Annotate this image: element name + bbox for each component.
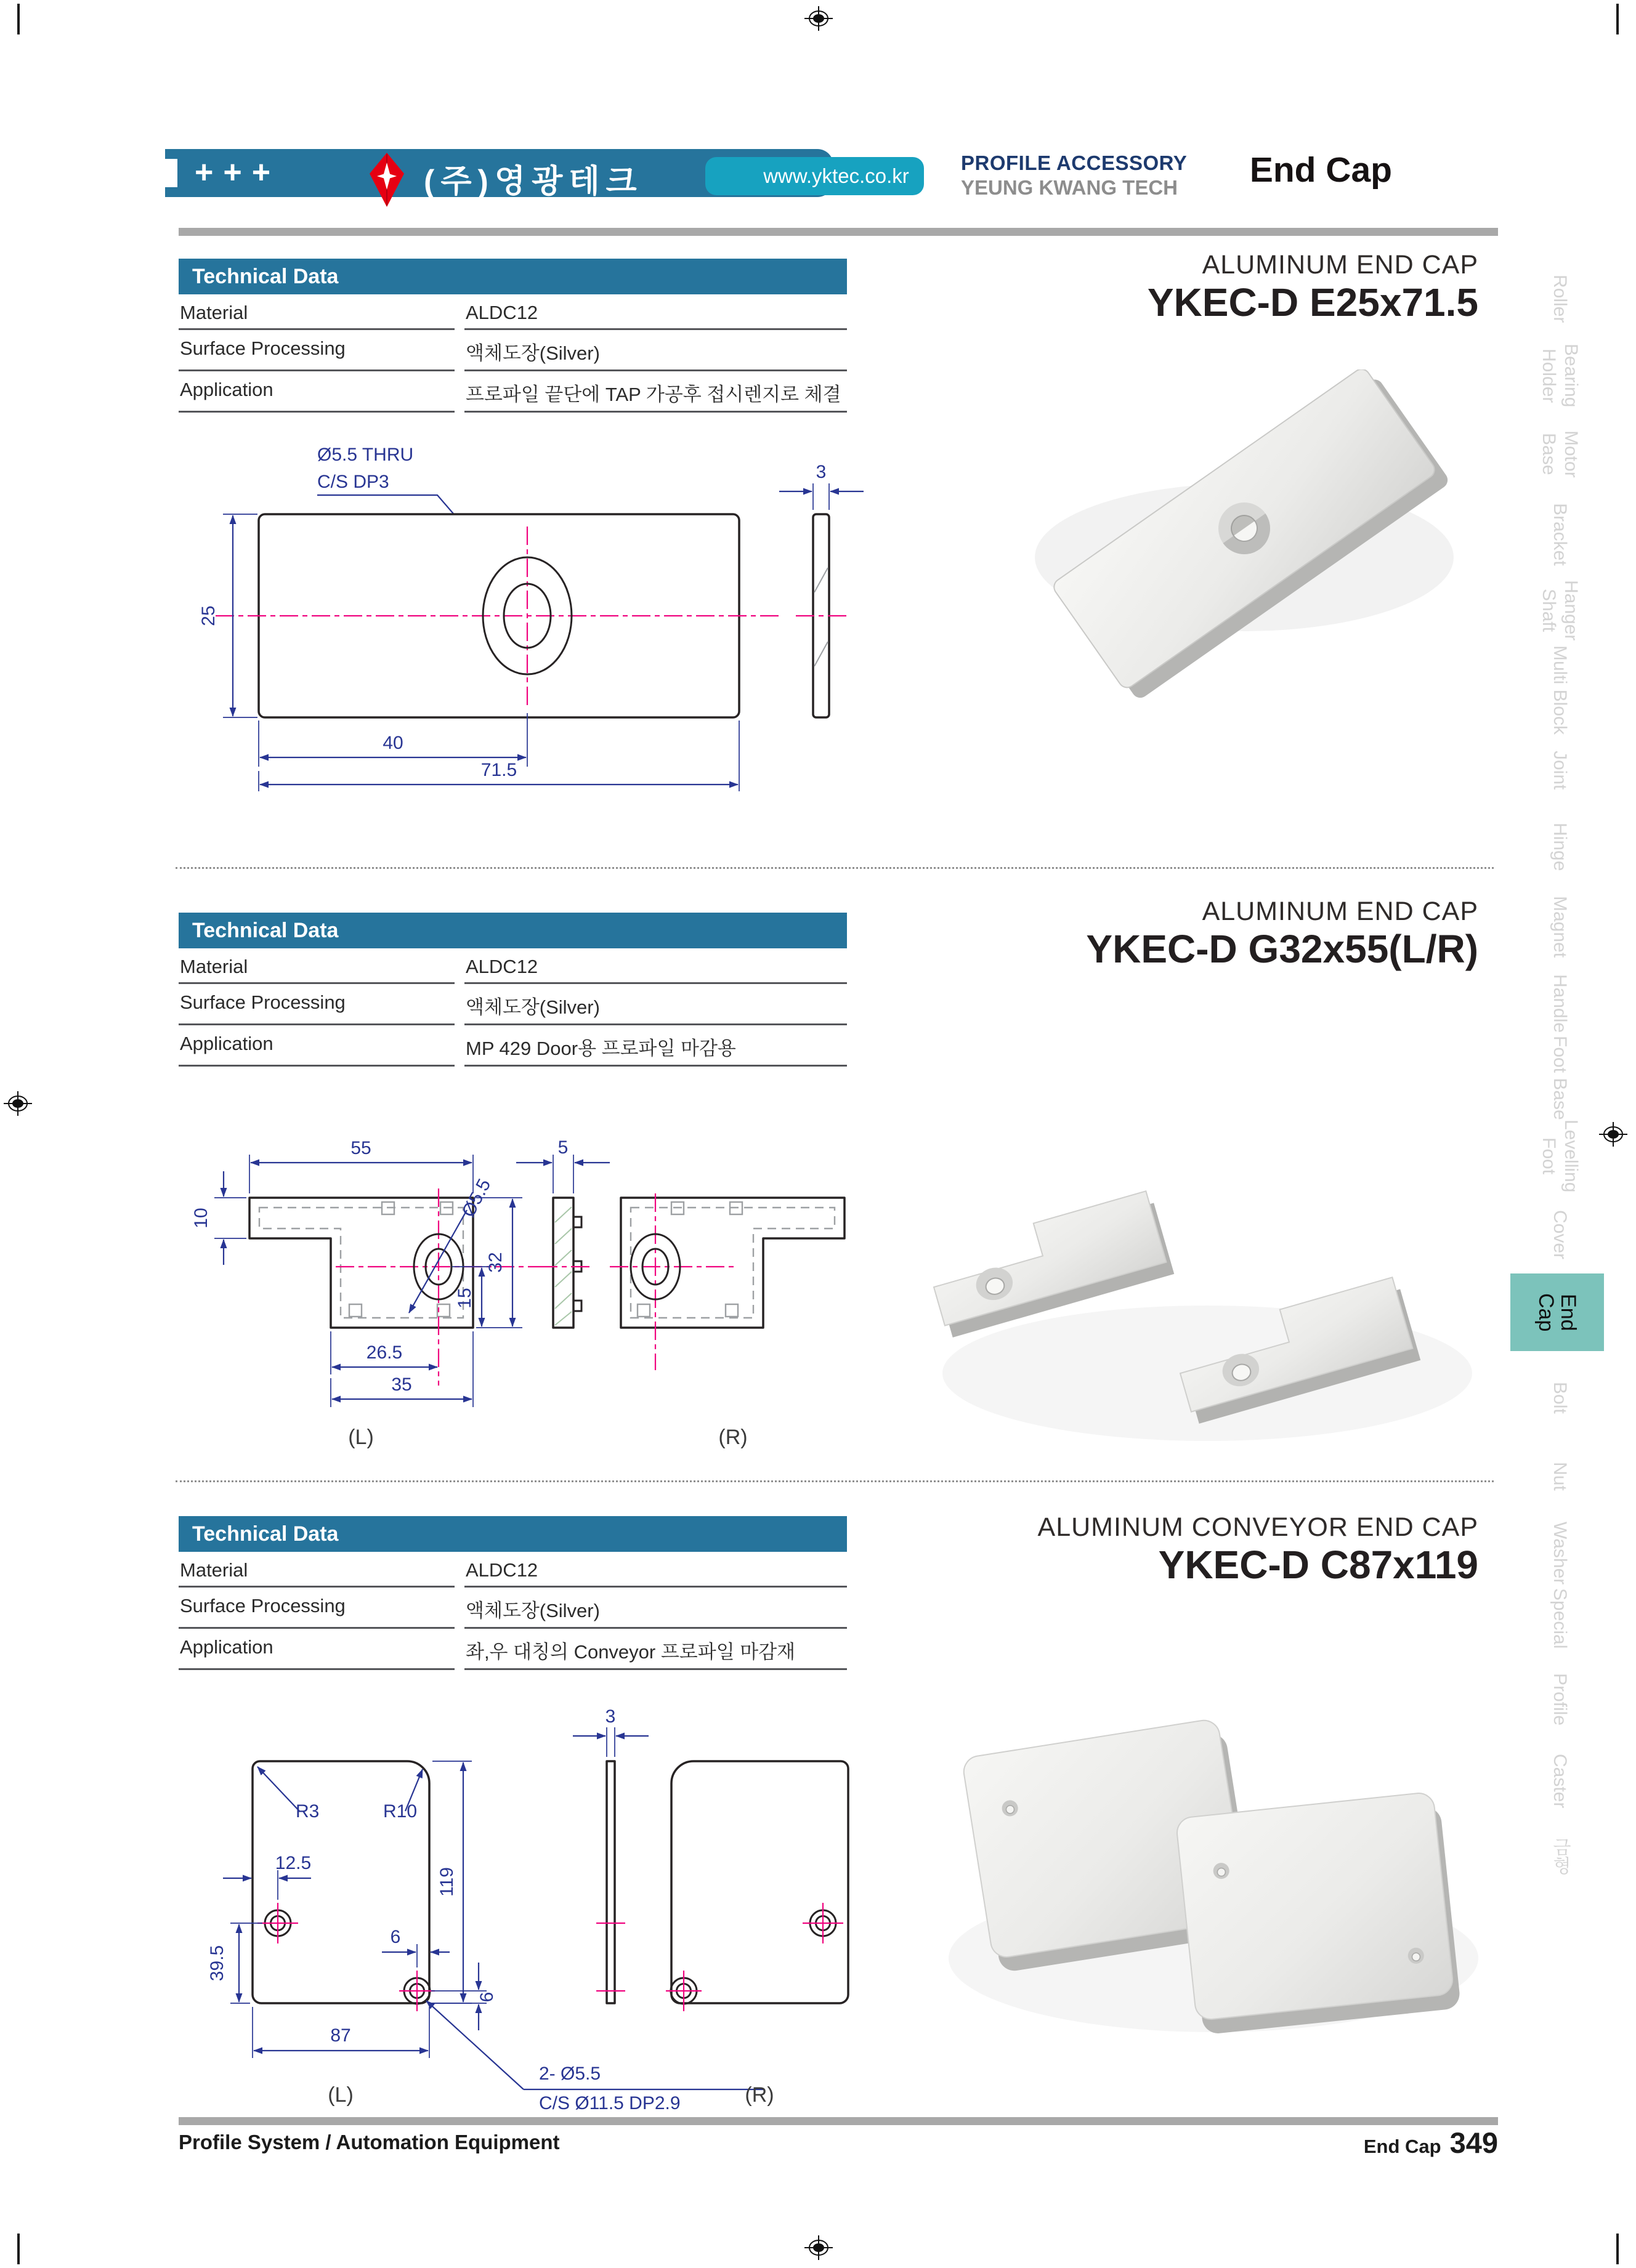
svg-text:12.5: 12.5 xyxy=(275,1853,312,1873)
technical-data-table-1 xyxy=(179,259,847,413)
product-subtitle: ALUMINUM END CAP xyxy=(1202,897,1478,926)
crop-mark xyxy=(1616,4,1619,34)
svg-text:40: 40 xyxy=(383,733,403,753)
company-name-kr: (주)영광테크 xyxy=(424,164,643,200)
svg-text:Ø5.5 THRU: Ø5.5 THRU xyxy=(317,445,414,465)
svg-text:R10: R10 xyxy=(383,1801,418,1822)
table-title: Technical Data xyxy=(179,913,847,948)
technical-data-table-2 xyxy=(179,913,847,1067)
svg-text:39.5: 39.5 xyxy=(207,1945,227,1982)
svg-text:(L): (L) xyxy=(328,2083,354,2107)
product-model: YKEC-D E25x71.5 xyxy=(1147,280,1478,325)
svg-text:(L): (L) xyxy=(348,1426,374,1449)
row-value: 액체도장(Silver) xyxy=(464,1588,847,1629)
category-label: PROFILE ACCESSORY xyxy=(961,151,1188,174)
product-model: YKEC-D G32x55(L/R) xyxy=(1086,927,1478,971)
plus-marks: +++ xyxy=(195,155,281,190)
page-title: End Cap xyxy=(1249,150,1392,190)
product-subtitle: ALUMINUM CONVEYOR END CAP xyxy=(1037,1512,1478,1542)
footer-right xyxy=(1170,2126,1498,2160)
row-label: Material xyxy=(179,294,455,330)
row-label: Surface Processing xyxy=(179,330,455,371)
registration-mark-icon xyxy=(804,6,833,31)
row-label: Material xyxy=(179,948,455,984)
sidebar-item-special: Special xyxy=(1550,1588,1570,1649)
svg-text:35: 35 xyxy=(391,1374,412,1395)
row-value: MP 429 Door용 프로파일 마감용 xyxy=(464,1025,847,1067)
sidebar-item-foot-base: Foot Base xyxy=(1550,1035,1570,1120)
row-value: ALDC12 xyxy=(464,1552,847,1588)
brand-bar-notch xyxy=(161,159,177,187)
svg-text:15: 15 xyxy=(455,1288,475,1309)
product-title-3 xyxy=(801,1512,1478,1587)
crop-mark xyxy=(1616,2234,1619,2264)
technical-drawing-1 xyxy=(179,431,869,801)
svg-text:(R): (R) xyxy=(718,1426,748,1449)
product-photo-1 xyxy=(986,369,1503,702)
section-separator xyxy=(176,867,1494,869)
svg-text:10: 10 xyxy=(191,1208,211,1229)
sidebar-item-motor-base: Motor Base xyxy=(1539,430,1581,478)
website-badge[interactable] xyxy=(705,157,924,195)
technical-drawing-3 xyxy=(179,1690,949,2121)
crop-mark xyxy=(17,2234,20,2264)
section-separator xyxy=(176,1480,1494,1482)
svg-text:55: 55 xyxy=(350,1138,371,1158)
svg-text:C/S Ø11.5 DP2.9: C/S Ø11.5 DP2.9 xyxy=(539,2093,681,2113)
table-title: Technical Data xyxy=(179,1516,847,1552)
website-url[interactable]: www.yktec.co.kr xyxy=(763,164,909,187)
svg-text:25: 25 xyxy=(198,605,219,626)
svg-text:3: 3 xyxy=(816,462,827,482)
product-subtitle: ALUMINUM END CAP xyxy=(1202,250,1478,280)
product-model: YKEC-D C87x119 xyxy=(1158,1543,1478,1587)
footer-divider xyxy=(179,2117,1498,2125)
sidebar-item-end-cap-active: End Cap xyxy=(1510,1273,1604,1351)
footer-left-text: Profile System / Automation Equipment xyxy=(179,2131,560,2153)
row-value: 액체도장(Silver) xyxy=(464,984,847,1025)
row-label: Surface Processing xyxy=(179,1588,455,1629)
svg-text:Ø5.5: Ø5.5 xyxy=(458,1176,495,1221)
page-number: 349 xyxy=(1449,2126,1498,2159)
sidebar-item-levelling-foot: Levelling Foot xyxy=(1539,1119,1581,1193)
sidebar-item-bearing-holder: Bearing Holder xyxy=(1539,344,1581,408)
row-value: 액체도장(Silver) xyxy=(464,330,847,371)
product-title-1 xyxy=(801,249,1478,325)
product-photo-3 xyxy=(912,1693,1515,2063)
technical-data-table-3 xyxy=(179,1516,847,1670)
row-label: Application xyxy=(179,1025,455,1067)
sidebar-item-handle: Handle xyxy=(1550,974,1570,1033)
svg-text:119: 119 xyxy=(437,1867,457,1897)
row-label: Application xyxy=(179,1629,455,1670)
svg-text:3: 3 xyxy=(605,1706,616,1727)
crop-mark xyxy=(17,4,20,34)
row-label: Material xyxy=(179,1552,455,1588)
registration-mark-icon xyxy=(4,1091,32,1116)
row-label: Application xyxy=(179,371,455,413)
table-title: Technical Data xyxy=(179,259,847,294)
svg-text:C/S DP3: C/S DP3 xyxy=(317,472,389,492)
product-title-2 xyxy=(801,896,1478,971)
row-value: ALDC12 xyxy=(464,294,847,330)
sidebar-item-magnet: Magnet xyxy=(1550,895,1570,958)
sidebar-item-caster: Caster xyxy=(1550,1753,1570,1809)
sidebar-item-profile: Profile xyxy=(1550,1673,1570,1726)
svg-text:71.5: 71.5 xyxy=(480,760,517,780)
header-divider xyxy=(179,228,1498,236)
registration-mark-icon xyxy=(804,2235,833,2260)
row-value: 프로파일 끝단에 TAP 가공후 접시렌지로 체결 xyxy=(464,371,847,413)
svg-text:6: 6 xyxy=(477,1992,497,2003)
company-name-en: YEUNG KWANG TECH xyxy=(961,176,1178,199)
row-label: Surface Processing xyxy=(179,984,455,1025)
sidebar-item-joint: Joint xyxy=(1550,751,1570,790)
svg-text:R3: R3 xyxy=(296,1801,320,1822)
registration-mark-icon xyxy=(1599,1122,1627,1147)
row-value: ALDC12 xyxy=(464,948,847,984)
svg-text:5: 5 xyxy=(557,1137,569,1158)
sidebar-item-bolt: Bolt xyxy=(1550,1382,1570,1414)
footer-category: End Cap xyxy=(1363,2136,1441,2157)
sidebar-item-bracket: Bracket xyxy=(1550,503,1570,566)
sidebar-item-hinge: Hinge xyxy=(1550,822,1570,871)
sidebar-item-nut: Nut xyxy=(1550,1461,1570,1491)
sidebar-item-roller: Roller xyxy=(1550,274,1570,323)
sidebar-item-hanger-shaft: Hanger Shaft xyxy=(1539,579,1581,641)
product-photo-2 xyxy=(912,1170,1515,1466)
company-logo-icon xyxy=(370,153,404,207)
sidebar-item-washer: Washer xyxy=(1550,1521,1570,1585)
svg-text:(R): (R) xyxy=(745,2083,774,2107)
svg-text:26.5: 26.5 xyxy=(366,1342,403,1363)
sidebar-item-multi-block: Multi Block xyxy=(1550,645,1570,735)
svg-text:87: 87 xyxy=(330,2025,351,2046)
svg-text:6: 6 xyxy=(390,1927,401,1947)
technical-drawing-2 xyxy=(179,1096,949,1466)
row-value: 좌,우 대칭의 Conveyor 프로파일 마감재 xyxy=(464,1629,847,1670)
sidebar-item-mold: 금형 xyxy=(1550,1838,1570,1875)
sidebar-item-cover: Cover xyxy=(1550,1209,1570,1260)
svg-text:32: 32 xyxy=(485,1252,506,1273)
svg-text:2- Ø5.5: 2- Ø5.5 xyxy=(539,2064,601,2084)
